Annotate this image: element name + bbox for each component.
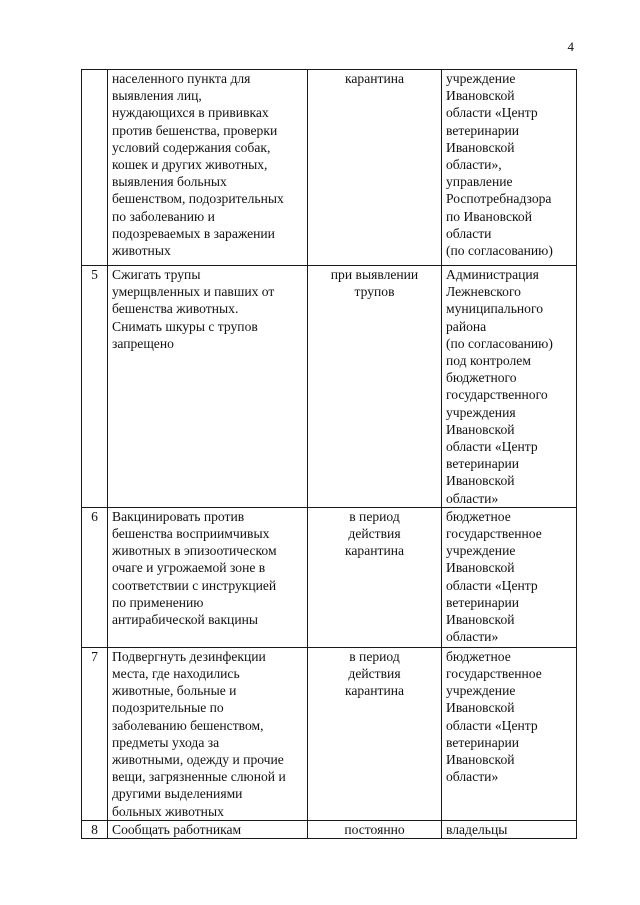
responsible-line: Ивановской <box>446 88 515 104</box>
action-line: по заболеванию и <box>112 208 215 224</box>
term-line: действия <box>348 526 401 542</box>
measures-table-body <box>82 70 577 839</box>
responsible-line: владельцы <box>446 821 508 837</box>
responsible-line: Ивановской <box>446 421 515 437</box>
action-line: умерщвленных и павших от <box>112 284 275 300</box>
action-line: животные, больные и <box>112 683 237 699</box>
responsible-line: области <box>446 225 492 241</box>
responsible-line: области «Центр <box>446 577 538 593</box>
action-line: животными, одежду и прочие <box>112 752 284 768</box>
action-line: подозрительные по <box>112 700 224 716</box>
action-line: очаге и угрожаемой зоне в <box>112 560 266 576</box>
term-line: карантина <box>344 543 405 559</box>
table-row <box>82 70 577 266</box>
action-line: животных в эпизоотическом <box>112 543 277 559</box>
table-row <box>82 820 577 838</box>
action-line: бешенства животных. <box>112 301 239 317</box>
responsible-cell <box>442 647 577 820</box>
responsible-line: государственного <box>446 387 548 403</box>
responsible-line: области» <box>446 629 499 645</box>
responsible-line: области «Центр <box>446 439 538 455</box>
action-cell <box>108 647 308 820</box>
row-number-cell <box>82 647 108 820</box>
responsible-line: области», <box>446 157 502 173</box>
responsible-line: области «Центр <box>446 105 538 121</box>
responsible-line: ветеринарии <box>446 122 520 138</box>
responsible-line: района <box>446 318 487 334</box>
responsible-line: бюджетное <box>446 508 511 524</box>
action-line: запрещено <box>112 335 174 351</box>
page-number: 4 <box>567 39 574 54</box>
responsible-line: ветеринарии <box>446 594 520 610</box>
action-cell <box>108 820 308 838</box>
responsible-line: Ивановской <box>446 560 515 576</box>
term-line: действия <box>348 666 401 682</box>
table-row <box>82 507 577 647</box>
action-line: больных животных <box>112 803 224 819</box>
responsible-line: области» <box>446 769 499 785</box>
action-line: предметы ухода за <box>112 734 220 750</box>
action-line: выявления больных <box>112 174 227 190</box>
row-number-cell <box>82 266 108 508</box>
term-line: карантина <box>344 71 405 86</box>
row-number: 8 <box>91 821 98 837</box>
action-line: нуждающихся в прививках <box>112 105 269 121</box>
responsible-cell <box>442 507 577 647</box>
table-row <box>82 647 577 820</box>
action-line: подозреваемых в заражении <box>112 225 275 241</box>
action-line: бешенства восприимчивых <box>112 526 270 542</box>
term-line: карантина <box>344 683 405 699</box>
action-line: Подвергнуть дезинфекции <box>112 648 266 664</box>
responsible-line: Ивановской <box>446 139 515 155</box>
responsible-line: учреждение <box>446 543 516 559</box>
responsible-line: государственное <box>446 526 542 542</box>
action-line: Вакцинировать против <box>112 508 245 524</box>
table-row <box>82 266 577 508</box>
responsible-line: ветеринарии <box>446 456 520 472</box>
term-cell <box>308 507 442 647</box>
responsible-line: (по согласованию) <box>446 243 553 259</box>
term-line: трупов <box>354 284 395 300</box>
responsible-line: учреждение <box>446 71 516 86</box>
responsible-line: муниципального <box>446 301 544 317</box>
responsible-line: учреждения <box>446 404 516 420</box>
action-line: населенного пункта для <box>112 71 251 86</box>
responsible-line: (по согласованию) <box>446 335 553 351</box>
responsible-cell <box>442 820 577 838</box>
responsible-line: под контролем <box>446 353 531 369</box>
responsible-line: Ивановской <box>446 752 515 768</box>
row-number-cell <box>82 507 108 647</box>
action-line: Сжигать трупы <box>112 267 201 282</box>
action-cell <box>108 507 308 647</box>
responsible-line: управление <box>446 174 513 190</box>
term-cell <box>308 70 442 266</box>
term-cell <box>308 266 442 508</box>
responsible-line: ветеринарии <box>446 734 520 750</box>
responsible-line: области «Центр <box>446 717 538 733</box>
responsible-line: по Ивановской <box>446 208 532 224</box>
term-cell <box>308 647 442 820</box>
responsible-line: государственное <box>446 666 542 682</box>
action-line: условий содержания собак, <box>112 139 271 155</box>
responsible-cell <box>442 266 577 508</box>
term-line: при выявлении <box>330 267 419 282</box>
term-line: в период <box>349 648 400 664</box>
responsible-line: бюджетного <box>446 370 517 386</box>
action-line: места, где находились <box>112 666 240 682</box>
row-number: 6 <box>91 508 98 524</box>
row-number: 7 <box>91 648 98 664</box>
action-line: соответствии с инструкцией <box>112 577 277 593</box>
measures-table <box>81 69 577 839</box>
term-line: постоянно <box>344 821 405 837</box>
responsible-line: Ивановской <box>446 473 515 489</box>
action-line: животных <box>112 243 171 259</box>
term-line: в период <box>349 508 400 524</box>
term-cell <box>308 820 442 838</box>
action-line: бешенством, подозрительных <box>112 191 284 207</box>
responsible-line: Ивановской <box>446 612 515 628</box>
action-line: Снимать шкуры с трупов <box>112 318 258 334</box>
row-number: 5 <box>91 267 98 282</box>
responsible-line: Администрация <box>446 267 539 282</box>
responsible-line: Ивановской <box>446 700 515 716</box>
responsible-line: бюджетное <box>446 648 511 664</box>
responsible-line: Лежневского <box>446 284 521 300</box>
action-line: выявления лиц, <box>112 88 202 104</box>
action-line: против бешенства, проверки <box>112 122 278 138</box>
responsible-line: учреждение <box>446 683 516 699</box>
action-line: заболеванию бешенством, <box>112 717 264 733</box>
action-cell <box>108 266 308 508</box>
responsible-cell <box>442 70 577 266</box>
action-line: вещи, загрязненные слюной и <box>112 769 286 785</box>
responsible-line: области» <box>446 490 499 506</box>
row-number-cell <box>82 70 108 266</box>
row-number-cell <box>82 820 108 838</box>
action-line: антирабической вакцины <box>112 612 259 628</box>
action-cell <box>108 70 308 266</box>
action-line: Сообщать работникам <box>112 821 242 837</box>
action-line: другими выделениями <box>112 786 243 802</box>
responsible-line: Роспотребнадзора <box>446 191 552 207</box>
action-line: кошек и других животных, <box>112 157 268 173</box>
action-line: по применению <box>112 594 204 610</box>
